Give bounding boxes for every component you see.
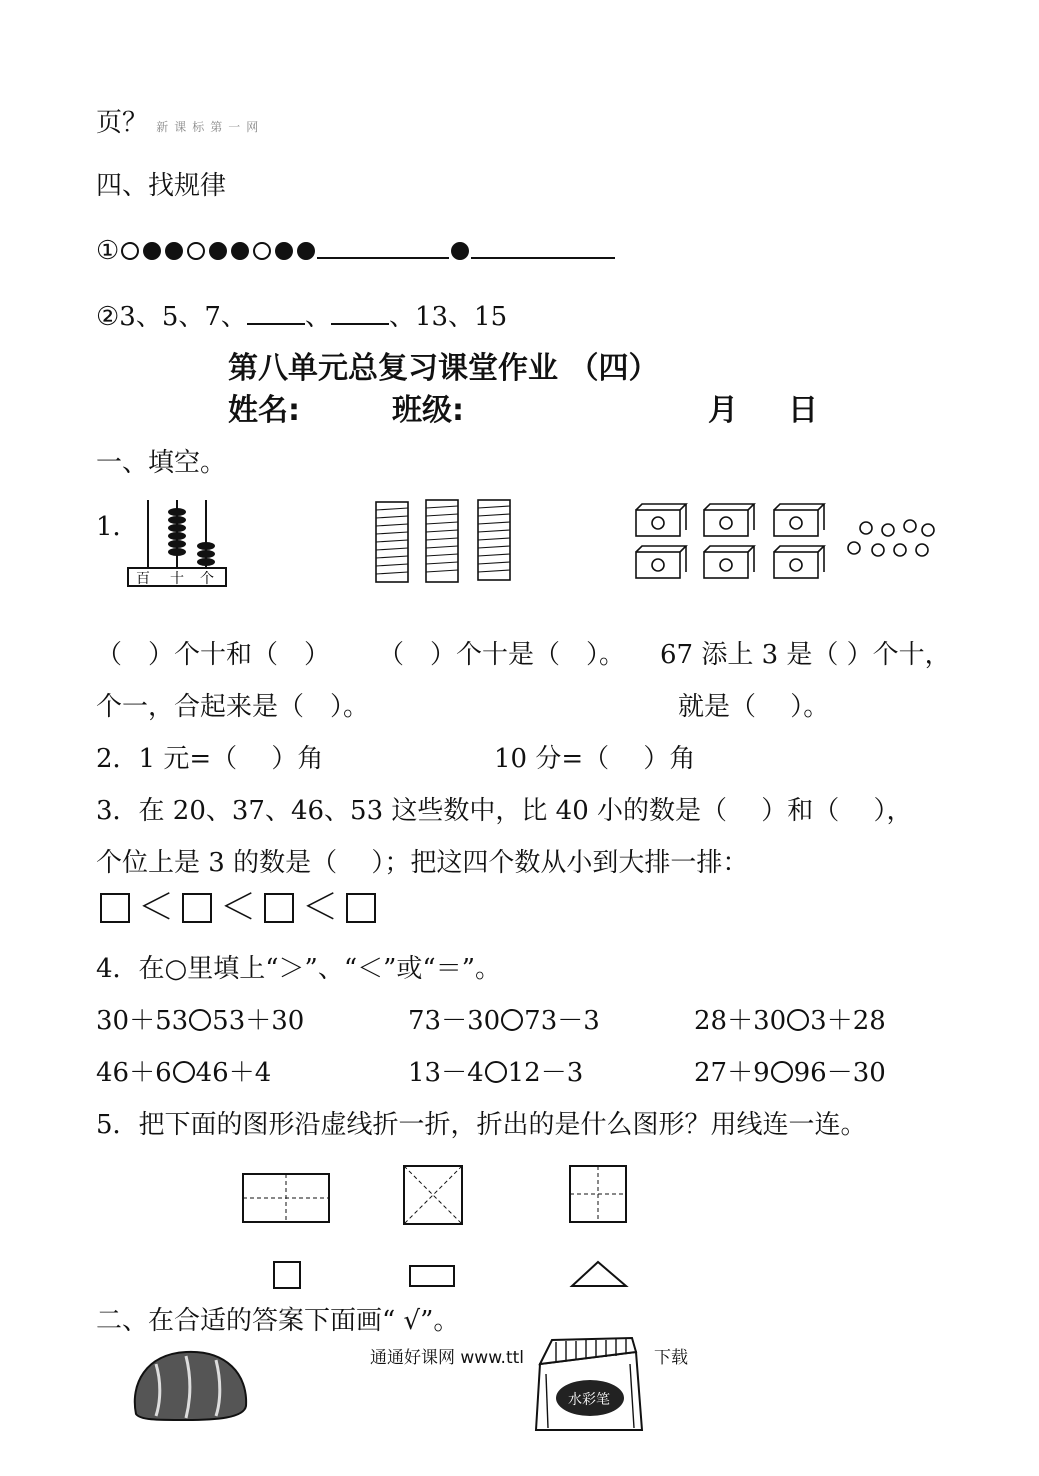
compare-item: [96, 1060, 271, 1086]
answer-blank[interactable]: [247, 323, 305, 325]
q1-text-b: （ ）个十是（ ）。: [378, 640, 626, 670]
pattern-question-1: [96, 238, 615, 264]
compare-left: 73－30: [408, 1006, 501, 1036]
compare-item: [694, 1060, 886, 1086]
triangle-answer[interactable]: [572, 1262, 626, 1286]
q1-text-c: 67 添上 3 是（ ）个十，: [660, 640, 951, 670]
compare-circle[interactable]: [173, 1061, 195, 1083]
backpack-icon: [126, 1344, 256, 1424]
footer-download: 下载: [654, 1348, 688, 1368]
compare-left: 27＋9: [694, 1058, 770, 1088]
abacus-label-tens: 十: [170, 571, 184, 587]
footer-site: 通通好课网 www.ttl: [370, 1348, 525, 1368]
filled-circle-icon: [275, 242, 293, 260]
compare-left: 30＋53: [96, 1006, 189, 1036]
compare-circle[interactable]: [189, 1009, 211, 1031]
open-circle-icon: [187, 242, 205, 260]
q1-number: 1．: [96, 512, 139, 542]
less-than-sign: ＜: [138, 887, 175, 928]
pattern-symbols: [119, 236, 317, 266]
worksheet-title: 第八单元总复习课堂作业 （四）: [228, 351, 659, 386]
continued-text: [96, 110, 264, 136]
page-word: 页？: [96, 108, 149, 138]
compare-item: [408, 1060, 583, 1086]
open-circle-icon: [253, 242, 271, 260]
less-than-sign: ＜: [302, 887, 339, 928]
stick-bundles-picture: [370, 496, 526, 586]
q3-ordering-boxes: [96, 887, 380, 928]
section-title-find-pattern: 四、找规律: [96, 171, 227, 201]
less-than-sign: ＜: [220, 887, 257, 928]
small-rectangle-answer[interactable]: [410, 1266, 454, 1286]
q2-text-b: 10 分=（ ）角: [494, 744, 696, 774]
compare-right: 96－30: [793, 1058, 886, 1088]
filled-circle-icon: [451, 242, 469, 260]
q4-title: 4．在○里填上“＞”、“＜”或“＝”。: [96, 954, 501, 984]
compare-right: 3＋28: [810, 1006, 886, 1036]
q1-text-c2: 就是（ ）。: [678, 692, 830, 722]
answer-blank[interactable]: [317, 257, 449, 259]
sequence-start: ②3、5、7、: [96, 302, 247, 332]
q1-text-a2: 个一，合起来是（ ）。: [96, 692, 370, 722]
q3-line1: 3．在 20、37、46、53 这些数中，比 40 小的数是（ ）和（ ），: [96, 796, 913, 826]
answer-box[interactable]: [100, 893, 130, 923]
compare-right: 46＋4: [195, 1058, 272, 1088]
filled-circle-icon: [165, 242, 183, 260]
compare-left: 28＋30: [694, 1006, 787, 1036]
watermark: 新课标第一网: [156, 120, 265, 134]
compare-item: [408, 1008, 600, 1034]
q1-text-a: （ ）个十和（ ）: [96, 640, 331, 670]
crayon-label: 水彩笔: [568, 1392, 610, 1408]
compare-circle[interactable]: [485, 1061, 507, 1083]
compare-right: 53＋30: [212, 1006, 305, 1036]
compare-right: 73－3: [524, 1006, 600, 1036]
name-label: 姓名:: [228, 393, 300, 428]
compare-right: 12－3: [507, 1058, 584, 1088]
answer-box[interactable]: [182, 893, 212, 923]
sequence-end: 、13、15: [388, 302, 508, 332]
answer-box[interactable]: [346, 893, 376, 923]
square-x-shape: [404, 1166, 462, 1224]
day-label: 日: [788, 393, 818, 428]
pattern-question-2: [96, 304, 507, 330]
crayon-box-icon: [532, 1334, 646, 1434]
open-circle-icon: [121, 242, 139, 260]
filled-circle-icon: [143, 242, 161, 260]
abacus-label-ones: 个: [200, 571, 214, 587]
abacus-label-hundreds: 百: [136, 571, 150, 587]
apple-boxes-picture: [630, 500, 942, 584]
separator: 、: [304, 302, 331, 332]
class-label: 班级:: [392, 393, 464, 428]
small-square-answer[interactable]: [274, 1262, 300, 1288]
compare-circle[interactable]: [787, 1009, 809, 1031]
compare-left: 13－4: [408, 1058, 484, 1088]
compare-item: [96, 1008, 304, 1034]
answer-blank[interactable]: [331, 323, 389, 325]
compare-circle[interactable]: [771, 1061, 793, 1083]
filled-circle-icon: [209, 242, 227, 260]
question-number: ①: [96, 236, 120, 266]
filled-circle-icon: [231, 242, 249, 260]
part2-title: 二、在合适的答案下面画“ √”。: [96, 1306, 460, 1336]
part1-title: 一、填空。: [96, 448, 227, 478]
q5-title: 5．把下面的图形沿虚线折一折，折出的是什么图形？用线连一连。: [96, 1110, 867, 1140]
filled-circle-icon: [297, 242, 315, 260]
compare-left: 46＋6: [96, 1058, 172, 1088]
month-label: 月: [708, 393, 738, 428]
abacus-picture: [126, 496, 230, 590]
q3-line2: 个位上是 3 的数是（ ）；把这四个数从小到大排一排：: [96, 848, 749, 878]
answer-box[interactable]: [264, 893, 294, 923]
answer-blank[interactable]: [471, 257, 615, 259]
compare-circle[interactable]: [501, 1009, 523, 1031]
folding-shapes-picture: [238, 1160, 638, 1294]
compare-item: [694, 1008, 886, 1034]
q2-text-a: 2．1 元=（ ）角: [96, 744, 324, 774]
